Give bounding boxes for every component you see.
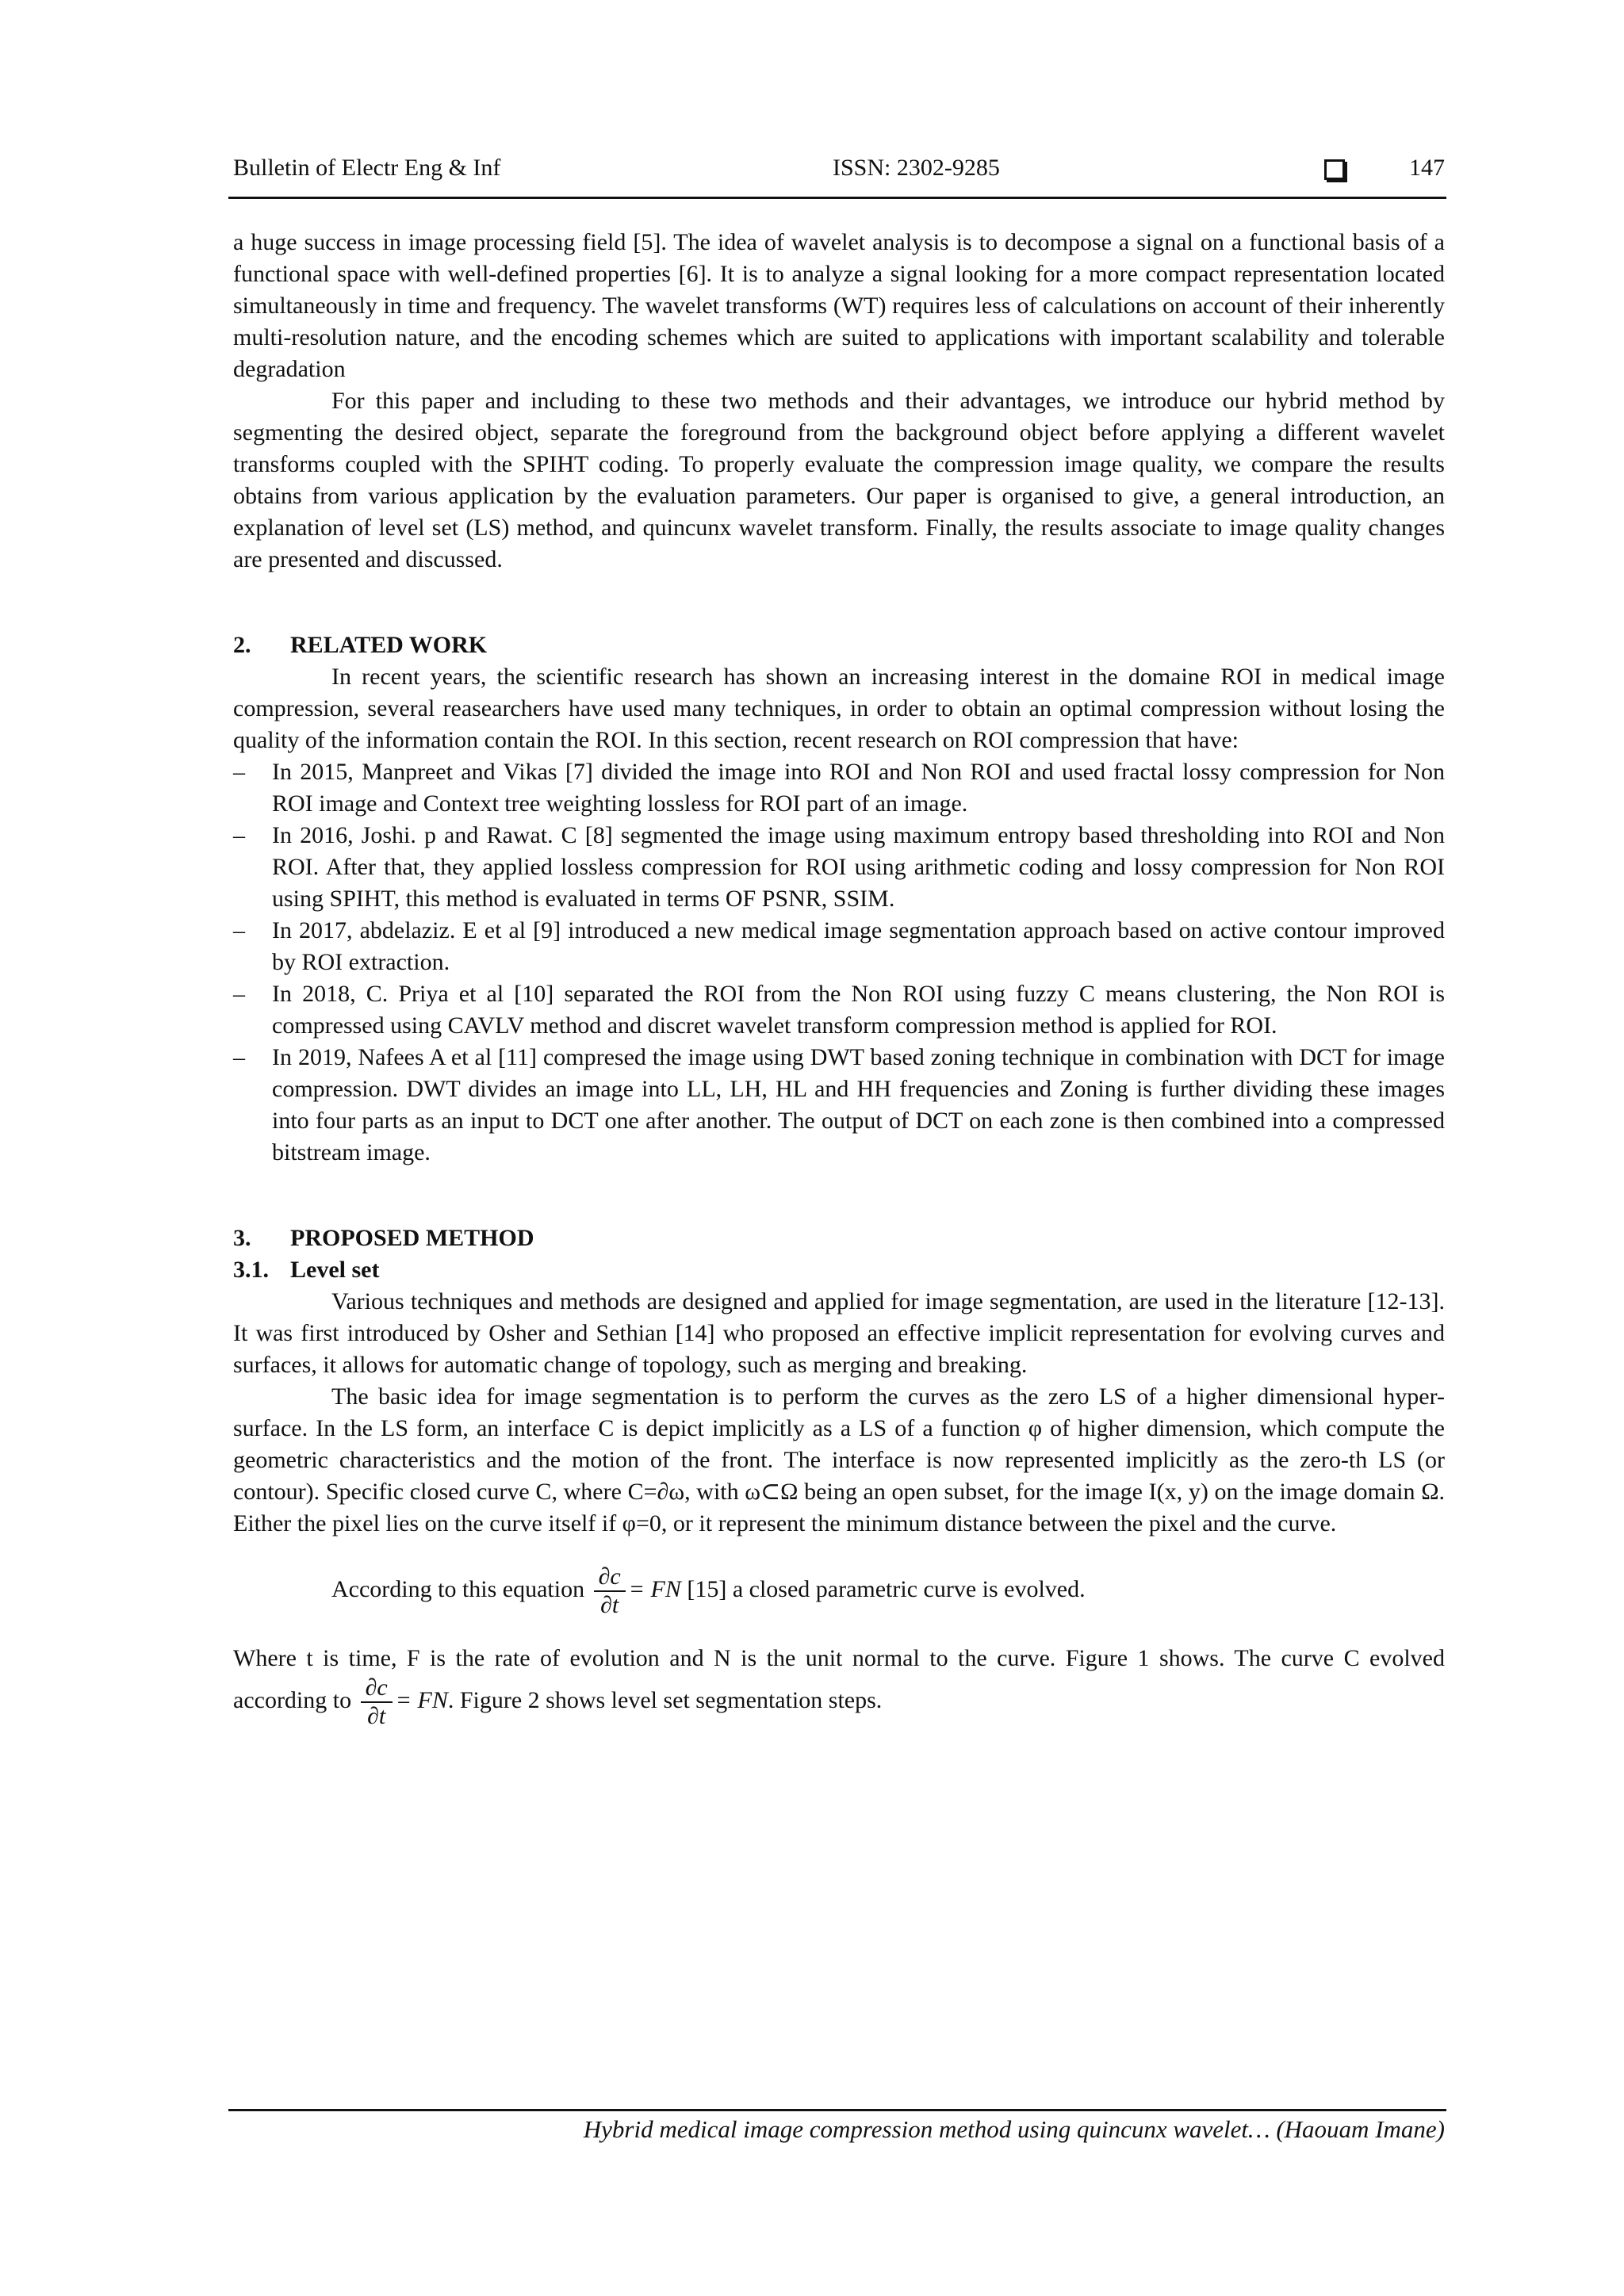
equation-sentence [233,1563,1445,1627]
equation-sentence-before: According to this equation [331,1575,585,1602]
list-item-text: In 2019, Nafees A et al [11] compresed the image using DWT based zoning technique in combination with DCT for image compression. DWT divides an image into LL, LH, HL and HH frequencies and Zoning is further dividing these images into four parts as an input to DCT one after another. The output of DCT on each zone is then combined into a compressed bitstream image. [272,1044,1445,1165]
list-item-text: In 2018, C. Priya et al [10] separated the ROI from the Non ROI using fuzzy C means clustering, the Non ROI is compressed using CAVLV method and discret wavelet transform compression method is applied for ROI. [272,981,1445,1039]
list-item-text: In 2015, Manpreet and Vikas [7] divided the image into ROI and Non ROI and used fractal lossy compression for Non ROI image and Context tree weighting lossless for ROI part of an image. [272,759,1445,817]
section-3-heading [233,1223,1445,1254]
list-item [233,915,1445,978]
fraction-denominator: ∂t [600,1592,619,1618]
fraction-denominator: ∂t [367,1703,386,1729]
equation-sentence-after: [15] a closed parametric curve is evolved. [687,1575,1086,1602]
list-item [233,1042,1445,1169]
list-item [233,820,1445,915]
page-body [233,227,1445,1730]
equation-rhs: = FN [395,1686,448,1713]
section-2-intro: In recent years, the scientific research has shown an increasing interest in the domaine ROI in medical image compression, several reasearchers have used many techniques, in order to obtain an optimal compression without losing the quality of the information contain the ROI. In this section, recent research on ROI compression that have: [233,664,1445,753]
intro-paragraph-2: For this paper and including to these two methods and their advantages, we introduce our hybrid method by segmenting the desired object, separate the foreground from the background object before applying a different wavelet transforms coupled with the SPIHT coding. To properly evaluate the compression image quality, we compare the results obtains from various application by the evaluation parameters. Our paper is organised to give, a general introduction, an explanation of level set (LS) method, and quincunx wavelet transform. Finally, the results associate to image quality changes are presented and discussed. [233,388,1445,572]
list-item-text: In 2017, abdelaziz. E et al [9] introduced a new medical image segmentation approach based on active contour improved by ROI extraction. [272,917,1445,975]
journal-name: Bulletin of Electr Eng & Inf [233,155,501,181]
footer-rule [228,2109,1446,2111]
closing-before: Where t is time, F is the rate of evolution and N is the unit normal to the curve. Figure 1 shows. The curve C evolved according to [233,1645,1445,1713]
checkbox-square-icon [1324,159,1345,180]
fraction-numerator: ∂c [361,1674,393,1703]
section-3-title: PROPOSED METHOD [290,1225,534,1251]
running-footer: Hybrid medical image compression method using quincunx wavelet… (Haouam Imane) [583,2115,1445,2143]
dash-bullet: – [233,822,245,848]
dash-bullet: – [233,759,245,785]
related-work-list [233,756,1445,1169]
dash-bullet: – [233,917,245,943]
page-number: 147 [1409,155,1445,181]
equation-rhs: = FN [628,1575,681,1602]
list-item [233,978,1445,1042]
section-3-number: 3. [233,1225,251,1251]
partial-derivative-fraction [361,1674,393,1730]
list-item-text: In 2016, Joshi. p and Rawat. C [8] segmented the image using maximum entropy based thresholding into ROI and Non ROI. After that, they applied lossless compression for ROI using arithmetic coding and lossy compression for Non ROI using SPIHT, this method is evaluated in terms OF PSNR, SSIM. [272,822,1445,912]
section-3-paragraph-2: The basic idea for image segmentation is to perform the curves as the zero LS of a higher dimensional hyper-surface. In the LS form, an interface C is depict implicitly as a LS of a function φ of higher dimension, which compute the geometric characteristics and the motion of the front. The interface is now represented implicitly as the zero-th LS (or contour). Specific closed curve C, where C=∂ω, with ω⊂Ω being an open subset, for the image I(x, y) on the image domain Ω. Either the pixel lies on the curve itself if φ=0, or it represent the minimum distance between the pixel and the curve. [233,1383,1445,1536]
issn: ISSN: 2302-9285 [833,155,1000,181]
partial-derivative-fraction [594,1563,626,1619]
section-2-title: RELATED WORK [290,632,488,658]
section-2-number: 2. [233,632,251,658]
closing-after: . Figure 2 shows level set segmentation steps. [447,1686,883,1713]
fraction-numerator: ∂c [594,1563,626,1592]
subsection-3-1-number: 3.1. [233,1257,269,1283]
intro-paragraph-1: a huge success in image processing field [5]. The idea of wavelet analysis is to decompose a signal on a functional basis of a functional space with well-defined properties [6]. It is to analyze a signal looking for a more compact representation located simultaneously in time and frequency. The wavelet transforms (WT) requires less of calculations on account of their inherently multi-resolution nature, and the encoding schemes which are suited to applications with important scalability and tolerable degradation [233,229,1445,382]
dash-bullet: – [233,981,245,1007]
subsection-3-1-title: Level set [290,1257,380,1283]
running-header [233,155,1445,194]
list-item [233,756,1445,820]
dash-bullet: – [233,1044,245,1070]
closing-paragraph [233,1643,1445,1730]
header-rule [228,197,1446,199]
subsection-3-1-heading [233,1254,1445,1286]
section-2-heading [233,629,1445,661]
section-3-paragraph-1: Various techniques and methods are designed and applied for image segmentation, are used in the literature [12-13]. It was first introduced by Osher and Sethian [14] who proposed an effective implicit representation for evolving curves and surfaces, it allows for automatic change of topology, such as merging and breaking. [233,1288,1445,1378]
